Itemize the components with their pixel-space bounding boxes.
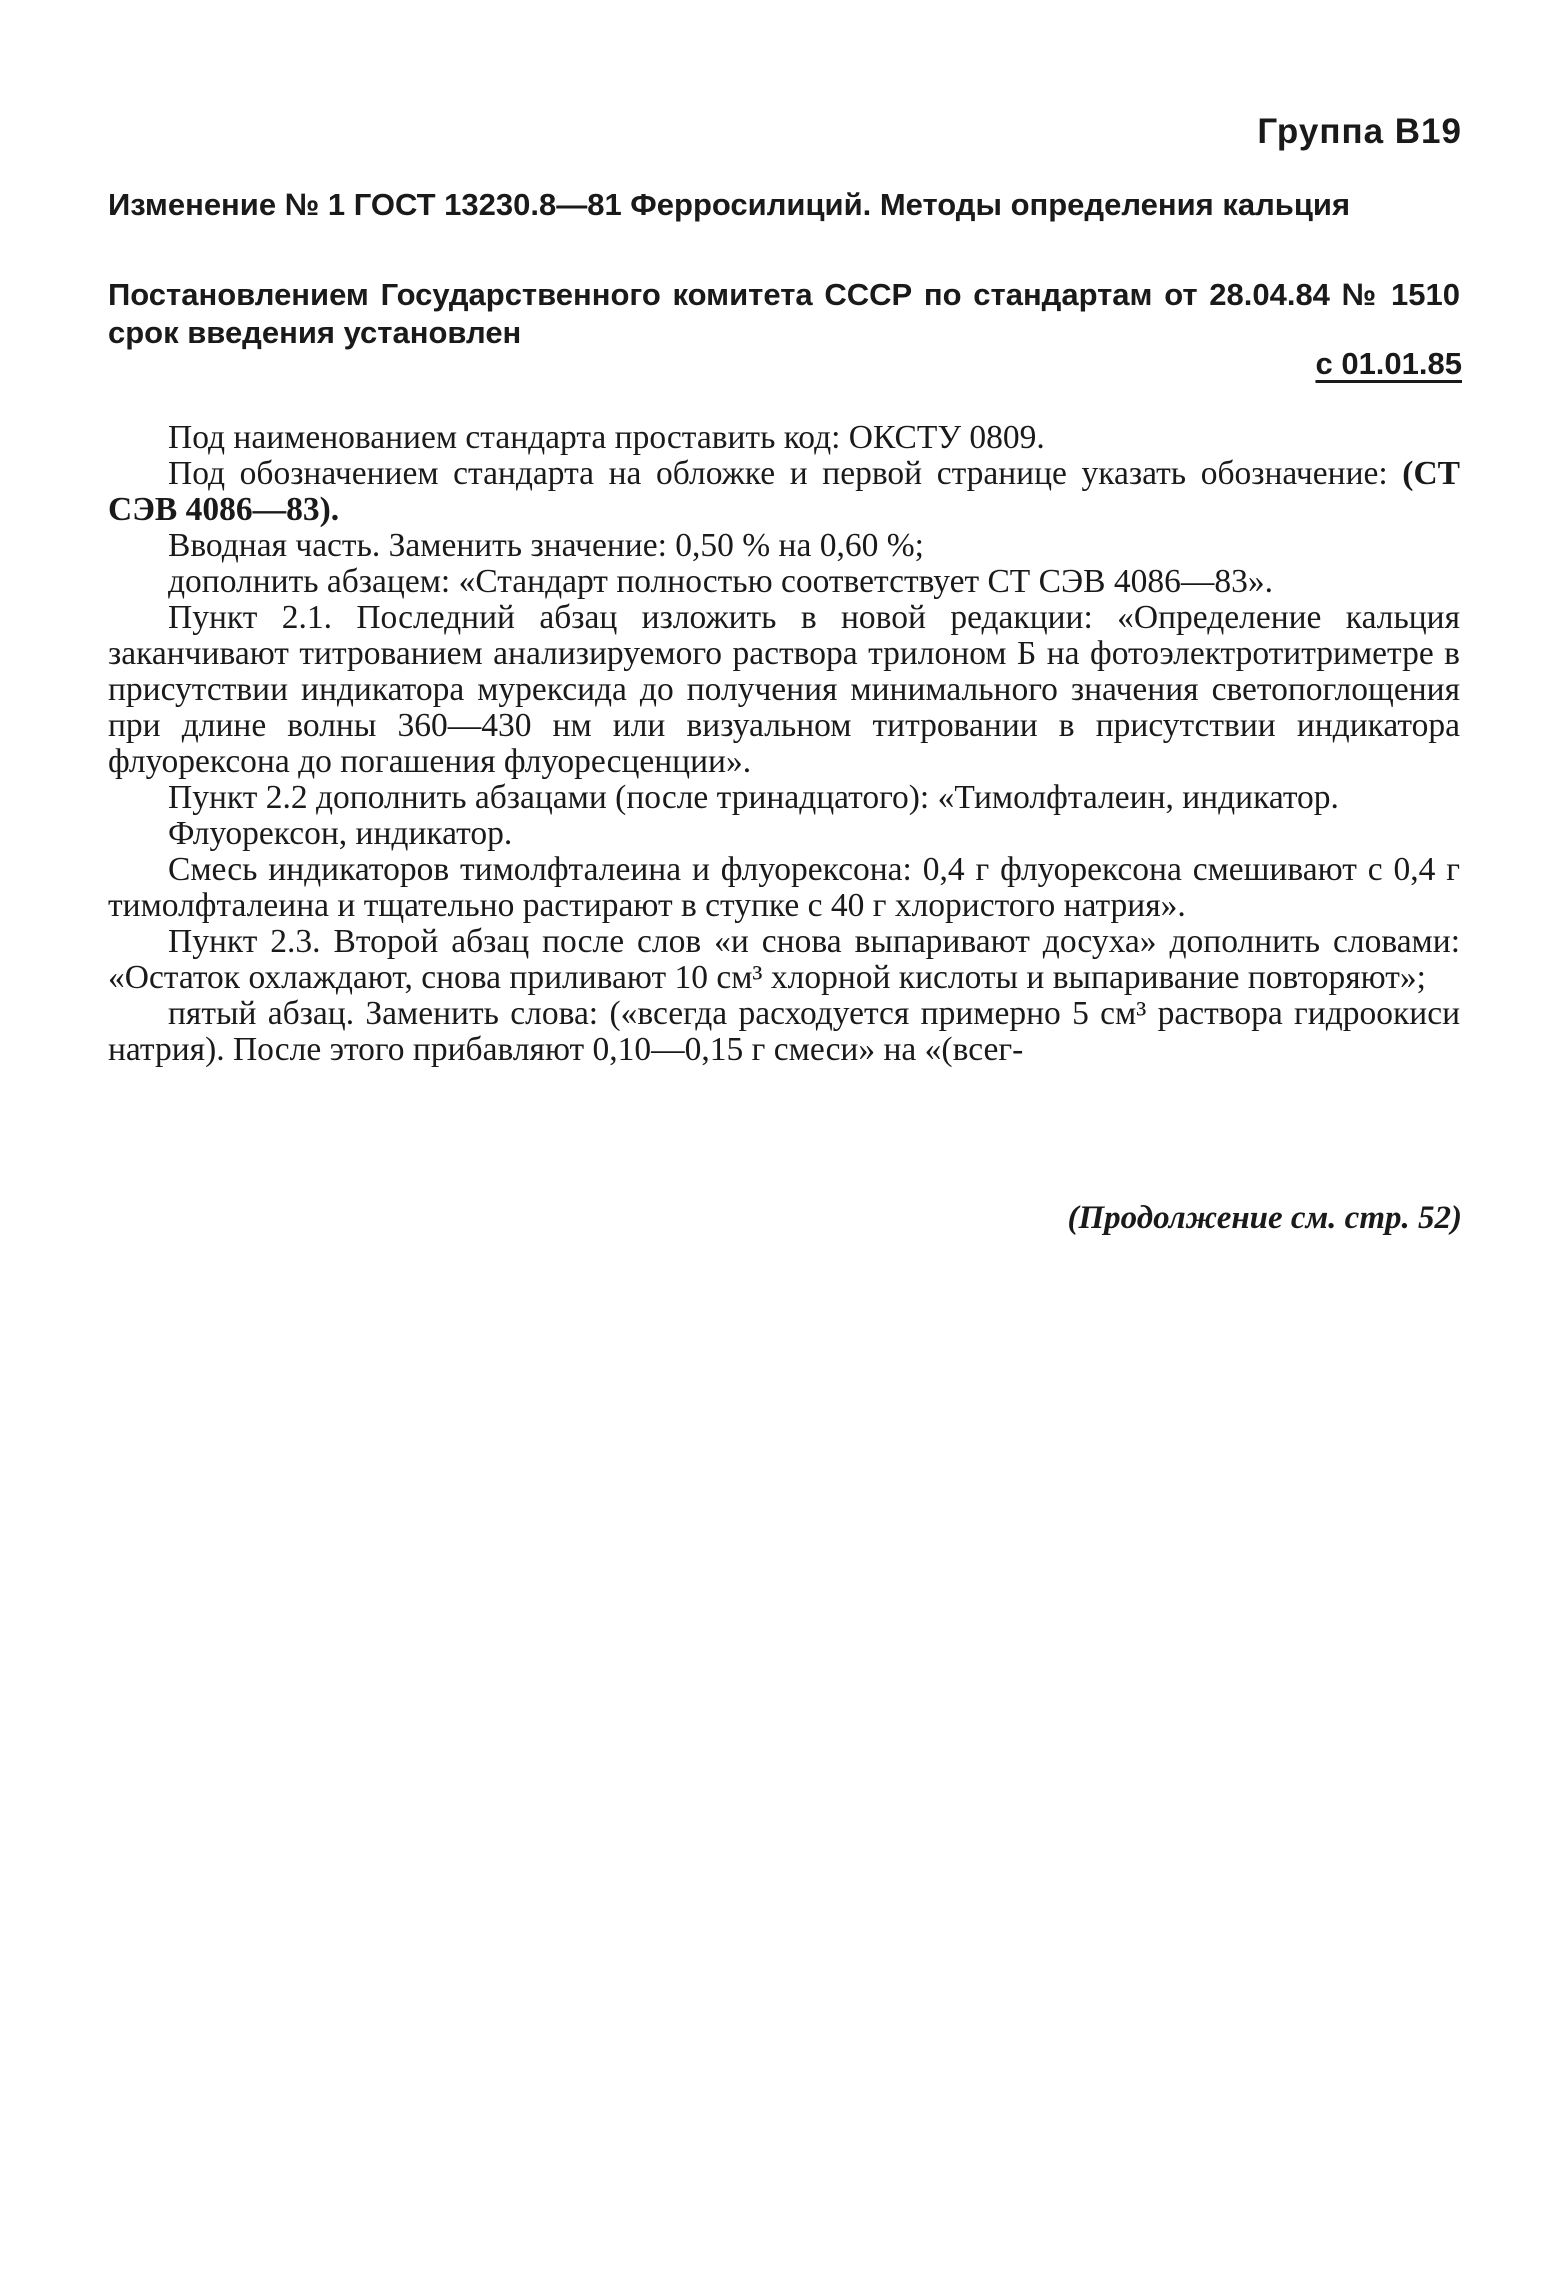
paragraph-fluorexon: Флуорексон, индикатор. [168,815,513,852]
paragraph-clause-2-1: Пункт 2.1. Последний абзац изложить в новой редакции: «Определение кальция заканчивают титрованием анализируемого раствора трилоном Б на фотоэлектротитриметре в присутствии индикатора мурексида до получения минимального значения светопоглощения при длине волны 360—430 нм или визуальном титровании в присутствии индикатора флуорексона до погашения флуоресценции». [108,599,1460,780]
paragraph-indicator-mix: Смесь индикаторов тимолфталеина и флуорексона: 0,4 г флуорексона смешивают с 0,4 г тимолфталеина и тщательно растирают в ступке с 40 г хлористого натрия». [108,851,1460,924]
paragraph-intro-addition: дополнить абзацем: «Стандарт полностью соответствует СТ СЭВ 4086—83». [168,563,1273,600]
paragraph-designation-text: Под обозначением стандарта на обложке и первой странице указать обозначение: [168,455,1403,492]
paragraph-clause-2-3: Пункт 2.3. Второй абзац после слов «и снова выпаривают досуха» дополнить словами: «Остаток охлаждают, снова приливают 10 см³ хлорной кислоты и выпаривание повторяют»; [108,923,1460,996]
standard-designation-code: (СТ СЭВ 4086—83). [108,455,1460,528]
classification-group: Группа В19 [1257,112,1462,151]
decree-statement: Постановлением Государственного комитета СССР по стандартам от 28.04.84 № 1510 срок введения установлен [108,277,1460,350]
paragraph-clause-2-2: Пункт 2.2 дополнить абзацами (после тринадцатого): «Тимолфталеин, индикатор. [168,779,1339,816]
paragraph-designation [108,456,1460,528]
paragraph-okstu-code: Под наименованием стандарта проставить код: ОКСТУ 0809. [168,419,1045,456]
paragraph-fifth-paragraph: пятый абзац. Заменить слова: («всегда расходуется примерно 5 см³ раствора гидроокиси натрия). После этого прибавляют 0,10—0,15 г смеси» на «(всег- [108,995,1460,1068]
amendment-title: Изменение № 1 ГОСТ 13230.8—81 Ферросилиций. Методы определения кальция [108,187,1351,222]
continuation-note: (Продолжение см. стр. 52) [1067,1200,1462,1236]
amendment-body [108,420,1460,1068]
paragraph-intro-value: Вводная часть. Заменить значение: 0,50 % на 0,60 %; [168,527,924,564]
effective-date: с 01.01.85 [1315,346,1462,381]
